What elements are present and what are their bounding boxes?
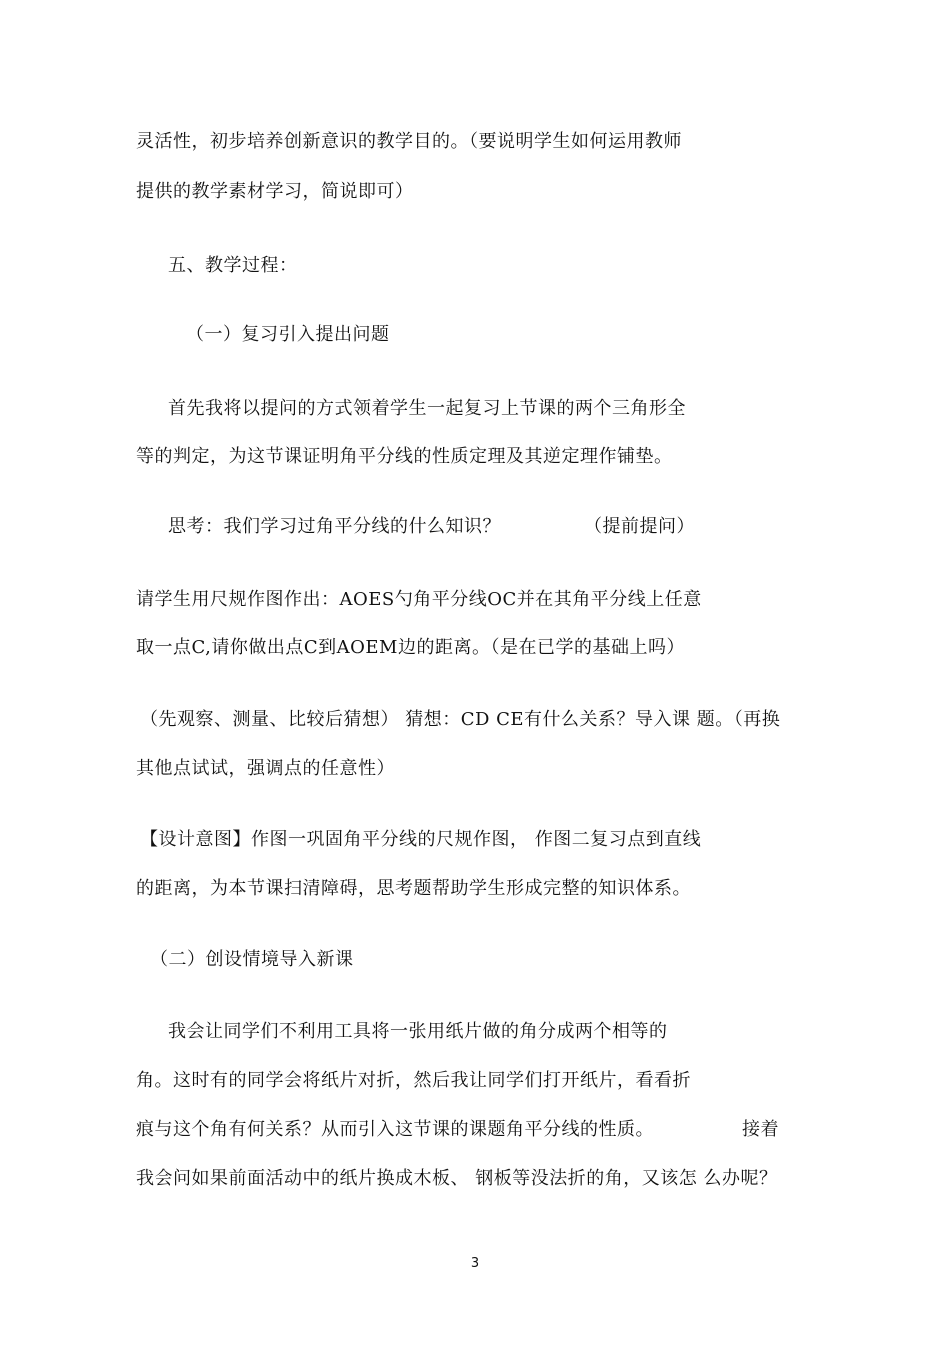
text-line: 其他点试试，强调点的任意性） — [136, 758, 395, 779]
subsection-heading: （二）创设情境导入新课 — [150, 949, 354, 970]
text-line: 思考：我们学习过角平分线的什么知识？ — [168, 516, 501, 537]
text-line: 【设计意图】作图一巩固角平分线的尺规作图， 作图二复习点到直线 — [140, 829, 702, 850]
text-line: 的距离，为本节课扫清障碍，思考题帮助学生形成完整的知识体系。 — [136, 878, 691, 899]
text-line: 提供的教学素材学习，简说即可） — [136, 181, 414, 202]
text-line: 我会问如果前面活动中的纸片换成木板、 钢板等没法折的角，又该怎 么办呢？ — [136, 1168, 778, 1189]
section-heading: 五、教学过程： — [168, 255, 298, 276]
text-line: 请学生用尺规作图作出：AOES勺角平分线OC并在其角平分线上任意 — [136, 589, 702, 610]
text-line: 取一点C,请你做出点C到AOEM边的距离。（是在已学的基础上吗） — [136, 637, 685, 658]
text-line: 我会让同学们不利用工具将一张用纸片做的角分成两个相等的 — [168, 1021, 668, 1042]
page-number: 3 — [470, 1256, 480, 1271]
text-line: 首先我将以提问的方式领着学生一起复习上节课的两个三角形全 — [168, 398, 686, 419]
text-line: （先观察、测量、比较后猜想） 猜想：CD CE有什么关系？导入课 题。（再换 — [140, 709, 781, 730]
subsection-heading: （一）复习引入提出问题 — [186, 324, 390, 345]
text-line: 接着 — [742, 1119, 779, 1140]
text-line: 角。这时有的同学会将纸片对折，然后我让同学们打开纸片，看看折 — [136, 1070, 691, 1091]
text-line: 痕与这个角有何关系？从而引入这节课的课题角平分线的性质。 — [136, 1119, 654, 1140]
text-line: 灵活性，初步培养创新意识的教学目的。（要说明学生如何运用教师 — [136, 131, 682, 152]
text-line: （提前提问） — [584, 516, 695, 537]
text-line: 等的判定，为这节课证明角平分线的性质定理及其逆定理作铺垫。 — [136, 446, 673, 467]
